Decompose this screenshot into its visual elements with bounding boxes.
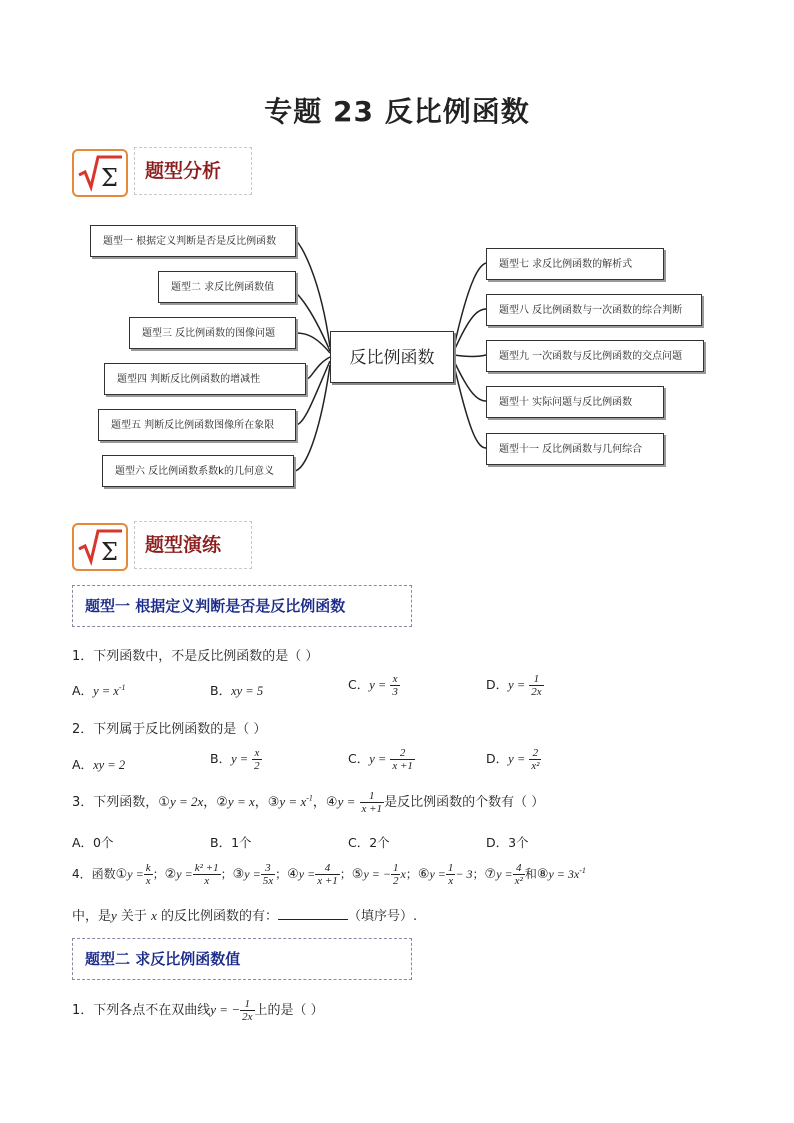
type1-q1-option-c: C．y = $\frac{x}{3}$ <box>348 673 398 698</box>
type1-q2-option-c: C．y = $\frac{2}{x +1}$ <box>348 747 413 772</box>
mindmap-node-type1: 题型一 根据定义判断是否是反比例函数 <box>90 225 296 257</box>
type1-q1-option-d: D．y = $\frac{1}{2x}$ <box>486 673 542 698</box>
type1-q3-option-d: D．3个 <box>486 835 529 850</box>
mindmap-node-type5: 题型五 判断反比例函数图像所在象限 <box>98 409 296 441</box>
sqrt-sigma-icon <box>72 523 128 571</box>
type1-q4-line1: 4．函数①y = $\frac{k}{x}$ ；②y = $\frac{\text{k² +1}}{x}$ ；③y = $\frac{3}{5x}$ ；④y = $\frac{4}{x +1}$ ；⑤y = − $\frac{1}{2}$ x；⑥y = $\frac{1}{x}$ − 3；⑦y = $\frac{4}{\text{x²}}$ 和⑧y = $3x^{-1}$ <box>72 862 586 887</box>
mindmap-node-type2: 题型二 求反比例函数值 <box>158 271 296 303</box>
type1-q3-option-c: C．2个 <box>348 835 390 850</box>
section-header-analysis <box>72 147 252 197</box>
svg-text:Σ: Σ <box>101 164 118 192</box>
type1-q1-option-b: B．xy = 5 <box>210 683 264 698</box>
type1-q1-option-a: A．$y = x^{-1}$ <box>72 682 126 698</box>
mindmap-node-type3: 题型三 反比例函数的图像问题 <box>129 317 296 349</box>
type2-q1-stem: 1．下列各点不在双曲线y = − $\frac{1}{2x}$ 上的是（ ） <box>72 998 324 1023</box>
svg-text:Σ: Σ <box>101 538 118 566</box>
type1-q3-option-a: A．0个 <box>72 835 114 850</box>
type2-heading: 题型二 求反比例函数值 <box>72 938 412 980</box>
page-title: 专题 23 反比例函数 <box>264 95 530 128</box>
mindmap-center: 反比例函数 <box>330 331 454 383</box>
type1-q4-line2: 中，是y 关于 x 的反比例函数的有： （填序号）. <box>72 908 418 924</box>
mindmap-node-type7: 题型七 求反比例函数的解析式 <box>486 248 664 280</box>
type1-q3-option-b: B．1个 <box>210 835 252 850</box>
mindmap-node-type6: 题型六 反比例函数系数k的几何意义 <box>102 455 294 487</box>
type1-heading: 题型一 根据定义判断是否是反比例函数 <box>72 585 412 627</box>
mindmap <box>0 215 794 505</box>
mindmap-node-type4: 题型四 判断反比例函数的增减性 <box>104 363 306 395</box>
type1-q2-option-a: A．xy = 2 <box>72 757 126 772</box>
mindmap-node-type10: 题型十 实际问题与反比例函数 <box>486 386 664 418</box>
section-label-practice: 题型演练 <box>134 521 252 569</box>
type1-q1-stem: 1．下列函数中，不是反比例函数的是（ ） <box>72 649 319 664</box>
section-label-analysis: 题型分析 <box>134 147 252 195</box>
type1-q2-option-b: B．y = $\frac{x}{2}$ <box>210 747 260 772</box>
sqrt-sigma-icon <box>72 149 128 197</box>
section-header-practice <box>72 521 252 571</box>
mindmap-node-type11: 题型十一 反比例函数与几何综合 <box>486 433 664 465</box>
mindmap-node-type9: 题型九 一次函数与反比例函数的交点问题 <box>486 340 704 372</box>
type1-q2-stem: 2．下列属于反比例函数的是（ ） <box>72 722 267 737</box>
answer-blank[interactable] <box>278 907 348 920</box>
type1-q2-option-d: D．y = $\frac{2}{\text{x²}}$ <box>486 747 540 772</box>
mindmap-node-type8: 题型八 反比例函数与一次函数的综合判断 <box>486 294 702 326</box>
type1-q3-stem: 3．下列函数，①y = 2x，②y = x，③y = $x^{-1}$，④y = $\frac{1}{x +1}$ 是反比例函数的个数有（ ） <box>72 790 545 815</box>
